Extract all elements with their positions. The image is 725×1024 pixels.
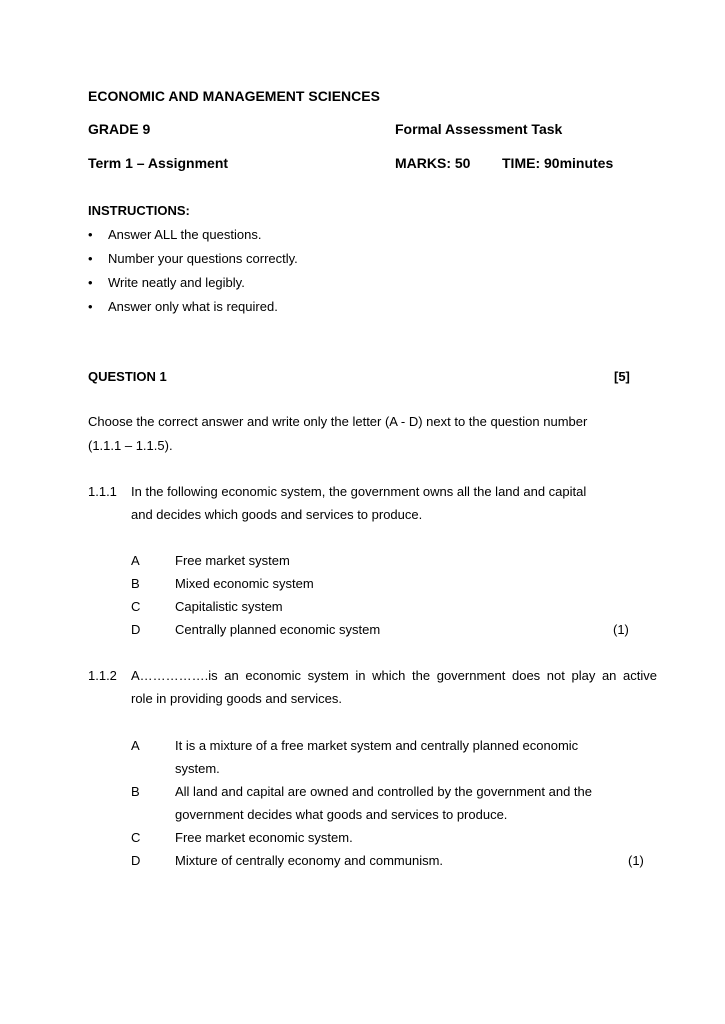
instruction-text: Answer ALL the questions. <box>108 227 262 242</box>
option-text-cont: government decides what goods and services to produce. <box>175 807 508 822</box>
subject-title: ECONOMIC AND MANAGEMENT SCIENCES <box>88 88 380 104</box>
question-1-title: QUESTION 1 <box>88 369 167 384</box>
mark-allocation: (1) <box>628 853 644 868</box>
question-1-intro-cont: (1.1.1 – 1.1.5). <box>88 438 173 453</box>
bullet: • <box>88 251 93 266</box>
question-1-intro: Choose the correct answer and write only the letter (A - D) next to the question number <box>88 414 588 429</box>
option-text: It is a mixture of a free market system and centrally planned economic <box>175 738 579 753</box>
question-1-total: [5] <box>614 369 630 384</box>
instructions-title: INSTRUCTIONS: <box>88 203 190 218</box>
question-text: A…………….is an economic system in which the government does not play an active <box>131 668 657 683</box>
option-text: Centrally planned economic system <box>175 622 381 637</box>
option-text-cont: system. <box>175 761 220 776</box>
option-letter: D <box>131 853 141 868</box>
option-letter: A <box>131 553 140 568</box>
question-text-cont: and decides which goods and services to produce. <box>131 507 423 522</box>
instruction-text: Write neatly and legibly. <box>108 275 245 290</box>
question-text: In the following economic system, the government owns all the land and capital <box>131 484 587 499</box>
option-letter: D <box>131 622 141 637</box>
question-text-cont: role in providing goods and services. <box>131 691 343 706</box>
option-text: Free market system <box>175 553 290 568</box>
option-letter: C <box>131 830 141 845</box>
bullet: • <box>88 299 93 314</box>
option-text: Mixed economic system <box>175 576 314 591</box>
mark-allocation: (1) <box>613 622 629 637</box>
question-number: 1.1.1 <box>88 484 117 499</box>
time-label: TIME: 90minutes <box>502 155 614 171</box>
option-text: All land and capital are owned and controlled by the government and the <box>175 784 593 799</box>
instruction-text: Number your questions correctly. <box>108 251 298 266</box>
option-text: Capitalistic system <box>175 599 283 614</box>
option-text: Mixture of centrally economy and communism. <box>175 853 444 868</box>
task-label: Formal Assessment Task <box>395 121 563 137</box>
grade-label: GRADE 9 <box>88 121 151 137</box>
option-letter: A <box>131 738 140 753</box>
bullet: • <box>88 227 93 242</box>
option-letter: C <box>131 599 141 614</box>
marks-label: MARKS: 50 <box>395 155 471 171</box>
option-text: Free market economic system. <box>175 830 353 845</box>
bullet: • <box>88 275 93 290</box>
term-label: Term 1 – Assignment <box>88 155 229 171</box>
question-number: 1.1.2 <box>88 668 117 683</box>
instruction-text: Answer only what is required. <box>108 299 278 314</box>
option-letter: B <box>131 784 140 799</box>
option-letter: B <box>131 576 140 591</box>
